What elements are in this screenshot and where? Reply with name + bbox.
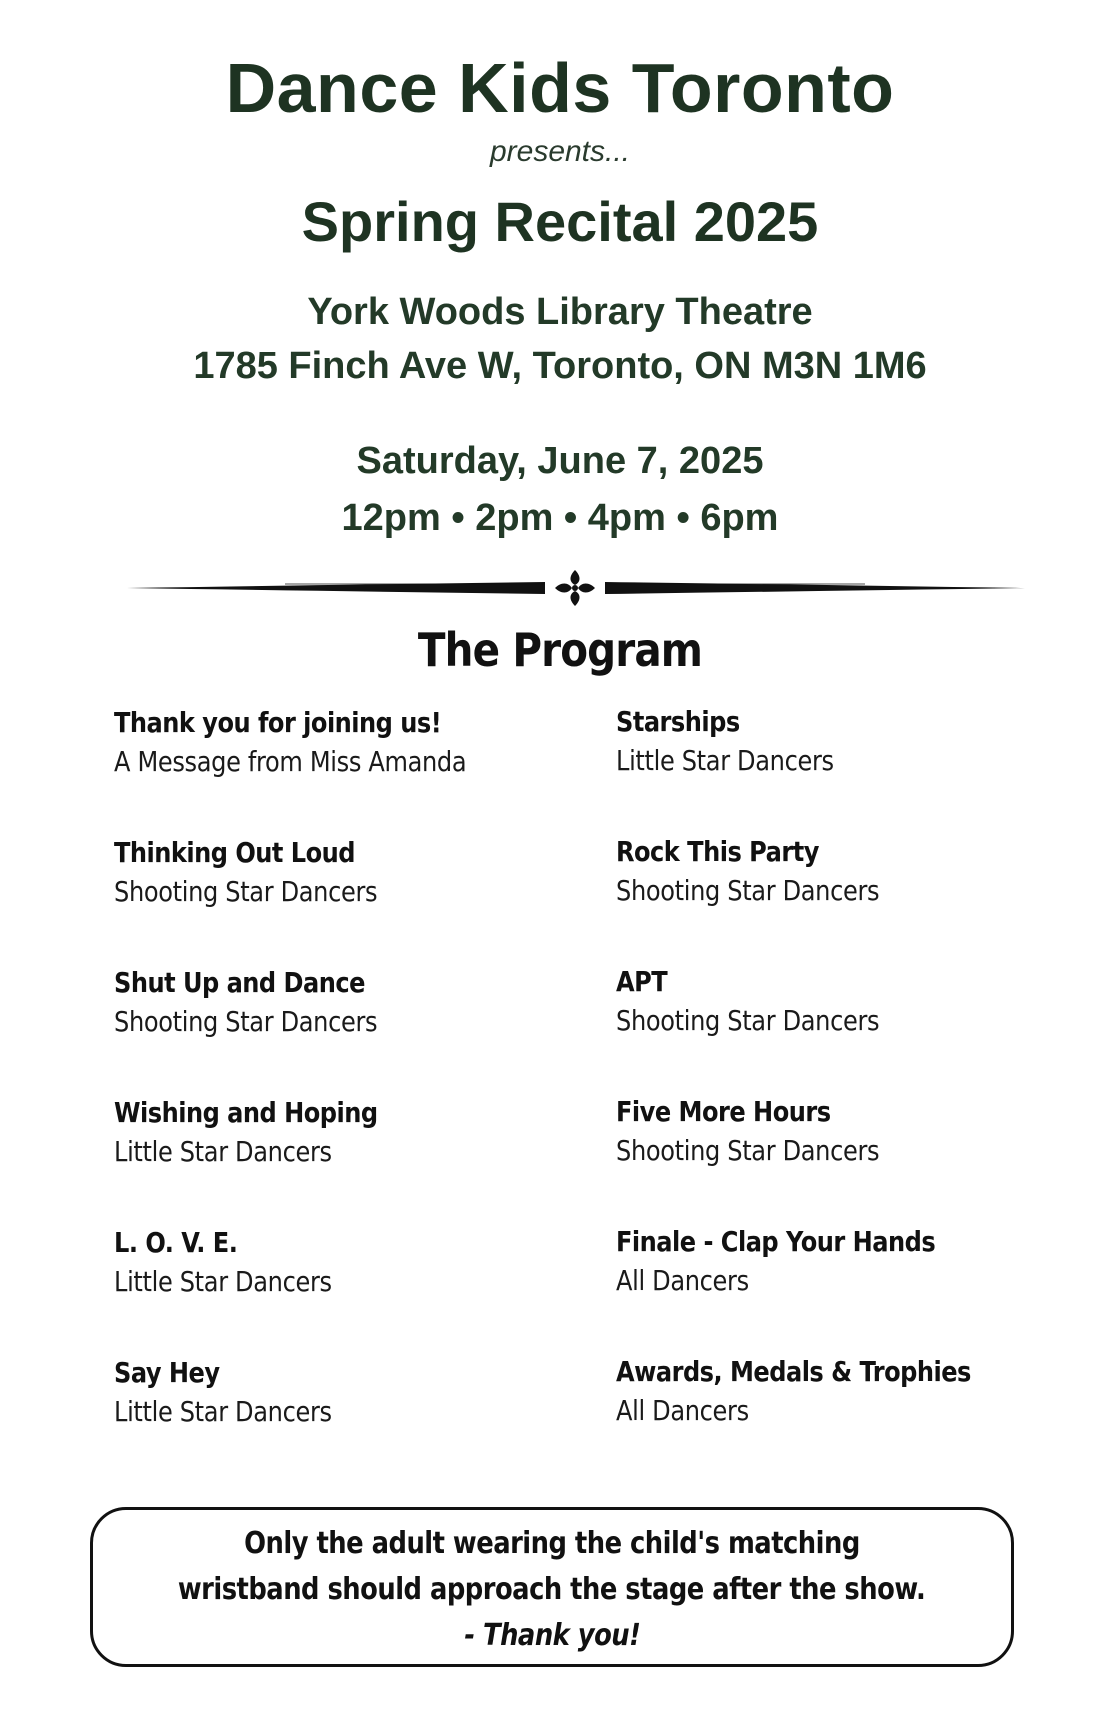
- program-item: [616, 833, 1096, 911]
- venue-name: York Woods Library Theatre: [307, 291, 813, 333]
- item-performer: Little Star Dancers: [616, 744, 834, 777]
- item-performer: All Dancers: [616, 1264, 749, 1297]
- item-performer: Shooting Star Dancers: [616, 874, 880, 907]
- notice-line-2-text: wristband should approach the stage after the show.: [178, 1572, 926, 1607]
- item-title: Five More Hours: [616, 1095, 831, 1128]
- program-item: [114, 1354, 594, 1432]
- item-performer: Little Star Dancers: [114, 1265, 332, 1298]
- event-date: Saturday, June 7, 2025: [356, 440, 764, 482]
- item-performer: Shooting Star Dancers: [114, 875, 378, 908]
- item-title: Shut Up and Dance: [114, 966, 365, 999]
- program-item: [114, 1224, 594, 1302]
- fleur-ornament-icon: [555, 570, 595, 606]
- item-title: Wishing and Hoping: [114, 1096, 378, 1129]
- program-item: [114, 704, 594, 782]
- item-title: Say Hey: [114, 1356, 220, 1389]
- event-title: Spring Recital 2025: [301, 190, 819, 253]
- venue-address: 1785 Finch Ave W, Toronto, ON M3N 1M6: [193, 345, 927, 387]
- presents-text: presents...: [489, 135, 631, 168]
- program-item: [616, 1093, 1096, 1171]
- notice-thanks: [93, 1614, 1011, 1658]
- program-item: [616, 1353, 1096, 1431]
- ornamental-divider: [125, 568, 1025, 608]
- program-item: [114, 834, 594, 912]
- item-title: L. O. V. E.: [114, 1226, 238, 1259]
- program-heading: The Program: [417, 623, 703, 677]
- item-title: Finale - Clap Your Hands: [616, 1225, 936, 1258]
- wristband-notice-box: [90, 1507, 1014, 1667]
- item-performer: Little Star Dancers: [114, 1135, 332, 1168]
- notice-thanks-text: - Thank you!: [463, 1618, 641, 1653]
- notice-line-1-text: Only the adult wearing the child's matching: [244, 1526, 860, 1561]
- show-times: 12pm • 2pm • 4pm • 6pm: [341, 497, 779, 539]
- item-title: Thank you for joining us!: [114, 706, 442, 739]
- program-item: [114, 1094, 594, 1172]
- item-performer: A Message from Miss Amanda: [114, 745, 467, 778]
- item-title: Thinking Out Loud: [114, 836, 356, 869]
- item-title: Starships: [616, 705, 740, 738]
- item-performer: All Dancers: [616, 1394, 749, 1427]
- notice-line-1: [93, 1522, 1011, 1566]
- program-item: [616, 1223, 1096, 1301]
- studio-name: Dance Kids Toronto: [225, 49, 895, 127]
- item-performer: Shooting Star Dancers: [114, 1005, 378, 1038]
- item-title: APT: [616, 965, 668, 998]
- program-item: [616, 963, 1096, 1041]
- notice-line-2: [93, 1568, 1011, 1612]
- program-item: [616, 703, 1096, 781]
- item-performer: Shooting Star Dancers: [616, 1134, 880, 1167]
- item-performer: Shooting Star Dancers: [616, 1004, 880, 1037]
- program-item: [114, 964, 594, 1042]
- item-title: Awards, Medals & Trophies: [616, 1355, 971, 1388]
- item-title: Rock This Party: [616, 835, 819, 868]
- item-performer: Little Star Dancers: [114, 1395, 332, 1428]
